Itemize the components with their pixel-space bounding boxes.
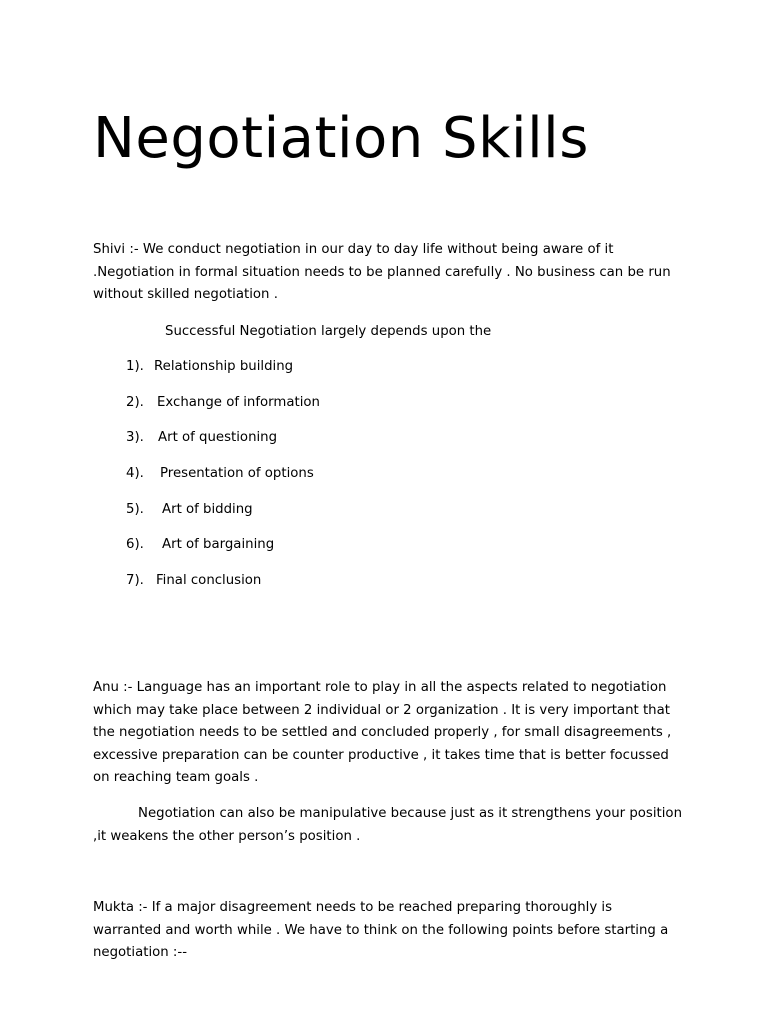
mukta-line: warranted and worth while . We have to think on the following points before starting a xyxy=(93,922,669,938)
list-item-text: Relationship building xyxy=(154,359,294,374)
list-item-number: 7). xyxy=(126,573,144,589)
mukta-line: negotiation :-- xyxy=(93,945,188,960)
list-item xyxy=(126,499,320,535)
list-item-text: Presentation of options xyxy=(160,466,314,482)
list-item xyxy=(126,570,320,606)
mukta-paragraph xyxy=(93,897,683,965)
list-item-text: Art of questioning xyxy=(158,430,278,446)
list-item xyxy=(126,534,320,570)
list-item-number: 4). xyxy=(126,466,144,482)
list-item xyxy=(126,463,320,499)
list-item-number: 2). xyxy=(126,394,144,410)
anu-line: Anu :- Language has an important role to play in all the aspects related to negotiation xyxy=(93,680,667,695)
shivi-paragraph xyxy=(93,239,683,307)
list-item-number: 6). xyxy=(126,537,144,553)
list-item xyxy=(126,356,320,392)
list-item xyxy=(126,427,320,463)
page-title: Negotiation Skills xyxy=(93,106,589,171)
shivi-line: Shivi :- We conduct negotiation in our day to day life without being aware of it xyxy=(93,242,614,257)
anu-line: the negotiation needs to be settled and concluded properly , for small disagreements , xyxy=(93,725,672,740)
shivi-line: without skilled negotiation . xyxy=(93,287,278,302)
factors-intro: Successful Negotiation largely depends upon the xyxy=(165,324,492,339)
list-item xyxy=(126,392,320,428)
shivi-line: .Negotiation in formal situation needs to be planned carefully . No business can be run xyxy=(93,264,671,280)
anu-line: excessive preparation can be counter productive , it takes time that is better focussed xyxy=(93,747,669,763)
list-item-number: 5). xyxy=(126,501,144,517)
list-item-text: Final conclusion xyxy=(156,573,262,589)
manipulative-paragraph xyxy=(93,803,683,848)
manipulative-line: ,it weakens the other person’s position . xyxy=(93,828,361,844)
anu-paragraph xyxy=(93,677,683,790)
list-item-text: Exchange of information xyxy=(157,394,320,410)
manipulative-line: Negotiation can also be manipulative because just as it strengthens your position xyxy=(138,806,682,821)
list-item-text: Art of bargaining xyxy=(162,537,275,553)
list-item-number: 3). xyxy=(126,430,144,446)
mukta-line: Mukta :- If a major disagreement needs to be reached preparing thoroughly is xyxy=(93,900,613,915)
anu-line: on reaching team goals . xyxy=(93,770,259,785)
anu-line: which may take place between 2 individual or 2 organization . It is very important that xyxy=(93,702,670,718)
factors-list xyxy=(126,356,320,606)
list-item-number: 1). xyxy=(126,359,144,374)
list-item-text: Art of bidding xyxy=(162,501,253,517)
